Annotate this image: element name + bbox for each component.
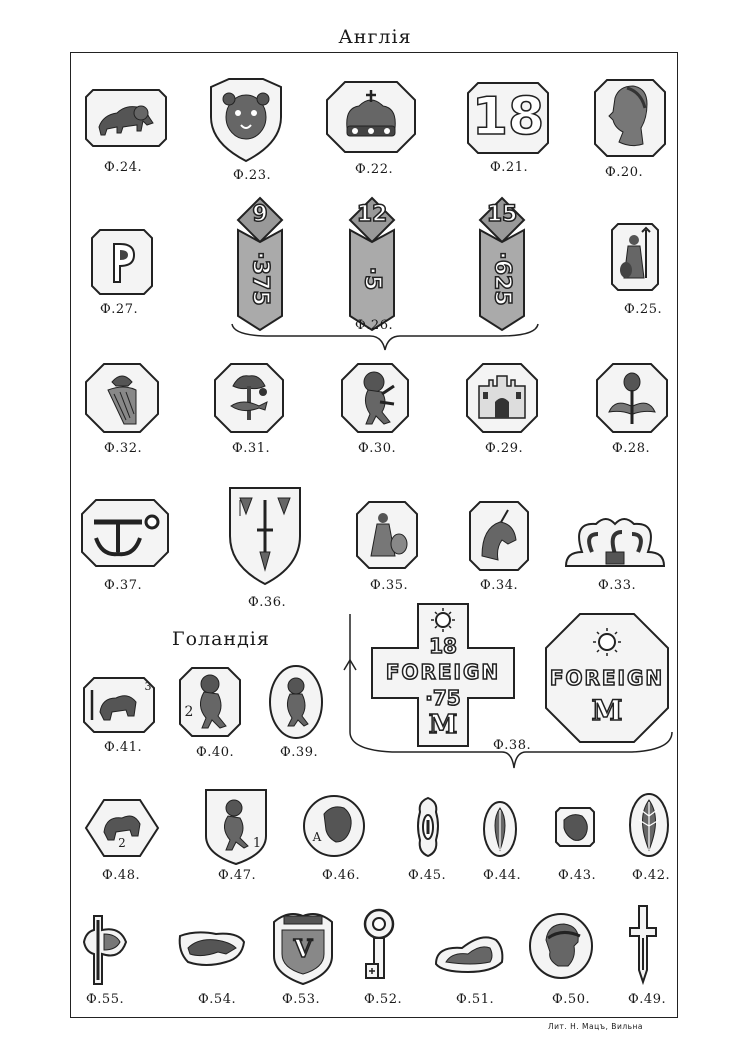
label-f30: Ф.30. <box>358 441 397 456</box>
mark-f49 <box>626 904 660 984</box>
label-f34: Ф.34. <box>480 578 519 593</box>
lion-oval-icon <box>268 664 324 740</box>
mark-f48 <box>84 798 160 858</box>
label-f26: Ф.26. <box>355 318 394 333</box>
label-f46: Ф.46. <box>322 868 361 883</box>
label-f28: Ф.28. <box>612 441 651 456</box>
key-hole-icon <box>414 796 442 858</box>
mark-number: 3 <box>144 680 152 693</box>
mark-f30 <box>340 362 410 434</box>
label-f48: Ф.48. <box>102 868 141 883</box>
mark-f26-c <box>470 196 534 332</box>
mark-f44 <box>482 800 518 858</box>
label-f40: Ф.40. <box>196 745 235 760</box>
axe-icon <box>80 912 130 988</box>
section-title-holland: Голандія <box>172 628 270 650</box>
leopard-head-icon <box>207 77 285 163</box>
label-f44: Ф.44. <box>483 868 522 883</box>
mark-f23 <box>207 77 285 163</box>
mark-f35 <box>355 500 419 570</box>
mark-f26-b <box>340 196 404 332</box>
label-f38: Ф.38. <box>493 738 532 753</box>
label-f35: Ф.35. <box>370 578 409 593</box>
mark-number: 1 <box>252 836 262 851</box>
mark-f20 <box>593 78 667 158</box>
mark-number: 2 <box>184 704 194 720</box>
label-f20: Ф.20. <box>605 165 644 180</box>
mark-f25 <box>610 222 660 292</box>
key-icon <box>358 908 400 984</box>
duty-bottom-text: ·625 <box>489 251 515 306</box>
label-f36: Ф.36. <box>248 595 287 610</box>
label-f31: Ф.31. <box>232 441 271 456</box>
label-f42: Ф.42. <box>632 868 671 883</box>
mark-f47 <box>202 788 270 866</box>
anchor-icon <box>80 498 170 568</box>
mark-f28 <box>595 362 669 434</box>
label-f29: Ф.29. <box>485 441 524 456</box>
label-f25: Ф.25. <box>624 302 663 317</box>
octagon-letter: M <box>591 694 623 727</box>
mark-f41 <box>82 676 156 734</box>
leaf-icon <box>628 792 670 858</box>
queen-head-icon <box>593 78 667 158</box>
boar-head-icon <box>176 928 246 970</box>
mark-f38-octagon <box>544 612 670 744</box>
mark-f53 <box>270 908 336 986</box>
mark-f24 <box>83 87 169 149</box>
unicorn-head-icon <box>468 500 530 572</box>
label-f27: Ф.27. <box>100 302 139 317</box>
mark-f46 <box>302 794 366 858</box>
mark-f22 <box>325 80 417 154</box>
mark-f36 <box>226 486 304 586</box>
mark-f54 <box>176 928 246 970</box>
label-f37: Ф.37. <box>104 578 143 593</box>
mark-f31 <box>213 362 285 434</box>
label-f47: Ф.47. <box>218 868 257 883</box>
lion-passant-icon <box>83 87 169 149</box>
hibernia-icon <box>355 500 419 570</box>
shield-letter: V <box>293 934 313 963</box>
label-f32: Ф.32. <box>104 441 143 456</box>
label-f51: Ф.51. <box>456 992 495 1007</box>
label-f33: Ф.33. <box>598 578 637 593</box>
duty-bottom-text: ·375 <box>247 251 273 306</box>
mark-f38-cross <box>368 602 518 748</box>
helmeted-head-icon <box>528 912 594 980</box>
mark-f40 <box>178 666 242 738</box>
label-f55: Ф.55. <box>86 992 125 1007</box>
mark-letter: A <box>312 830 322 844</box>
label-f52: Ф.52. <box>364 992 403 1007</box>
octagon-word: FOREIGN <box>549 666 665 690</box>
mark-f42 <box>628 792 670 858</box>
cross-top-number: 18 <box>429 634 457 658</box>
label-f49: Ф.49. <box>628 992 667 1007</box>
lion-shield-icon <box>202 788 270 866</box>
sword-icon <box>626 904 660 984</box>
castle-icon <box>465 362 539 434</box>
duty-top-text: 15 <box>486 202 518 227</box>
mark-f33 <box>562 512 668 570</box>
mark-f55 <box>80 912 130 988</box>
mark-f50 <box>528 912 594 980</box>
lithographer-credit: Лит. Н. Мацъ, Вильна <box>548 1022 644 1031</box>
mark-f39 <box>268 664 324 740</box>
mark-f37 <box>80 498 170 568</box>
lion-head-square-icon <box>554 806 596 848</box>
label-f53: Ф.53. <box>282 992 321 1007</box>
crown-icon <box>325 80 417 154</box>
section-title-england: Англія <box>338 26 412 48</box>
label-f45: Ф.45. <box>408 868 447 883</box>
lion-rampant-icon <box>178 666 242 738</box>
mark-f52 <box>358 908 400 984</box>
tree-fish-icon <box>213 362 285 434</box>
mark-f27 <box>90 228 154 296</box>
mark-f29 <box>465 362 539 434</box>
cross-letter: M <box>428 710 458 740</box>
mark-f34 <box>468 500 530 572</box>
animal-lying-icon <box>432 928 506 974</box>
cross-fraction: ·75 <box>425 686 461 710</box>
label-f21: Ф.21. <box>490 160 529 175</box>
mark-number: 2 <box>118 836 126 850</box>
thistle-icon <box>595 362 669 434</box>
britannia-icon <box>610 222 660 292</box>
label-f23: Ф.23. <box>233 168 272 183</box>
label-f43: Ф.43. <box>558 868 597 883</box>
mark-f26-a <box>228 196 292 332</box>
mark-f51 <box>432 928 506 974</box>
cross-word: FOREIGN <box>385 660 501 684</box>
lion-rampant-icon <box>340 362 410 434</box>
mark-f45 <box>414 796 442 858</box>
leaf-icon <box>482 800 518 858</box>
lion-head-icon <box>302 794 366 858</box>
label-f39: Ф.39. <box>280 745 319 760</box>
p-letter-icon <box>90 228 154 296</box>
duty-bottom-text: ·5 <box>359 266 385 291</box>
feathers-icon <box>562 512 668 570</box>
number-18: 18 <box>471 87 545 147</box>
duty-top-text: 12 <box>356 202 388 227</box>
mark-f21 <box>466 81 550 155</box>
harp-icon <box>84 362 160 434</box>
label-f24: Ф.24. <box>104 160 143 175</box>
shield-sword-sheaves-icon <box>226 486 304 586</box>
duty-top-text: 9 <box>252 202 268 227</box>
label-f50: Ф.50. <box>552 992 591 1007</box>
mark-f32 <box>84 362 160 434</box>
mark-f43 <box>554 806 596 848</box>
label-f54: Ф.54. <box>198 992 237 1007</box>
label-f41: Ф.41. <box>104 740 143 755</box>
label-f22: Ф.22. <box>355 162 394 177</box>
